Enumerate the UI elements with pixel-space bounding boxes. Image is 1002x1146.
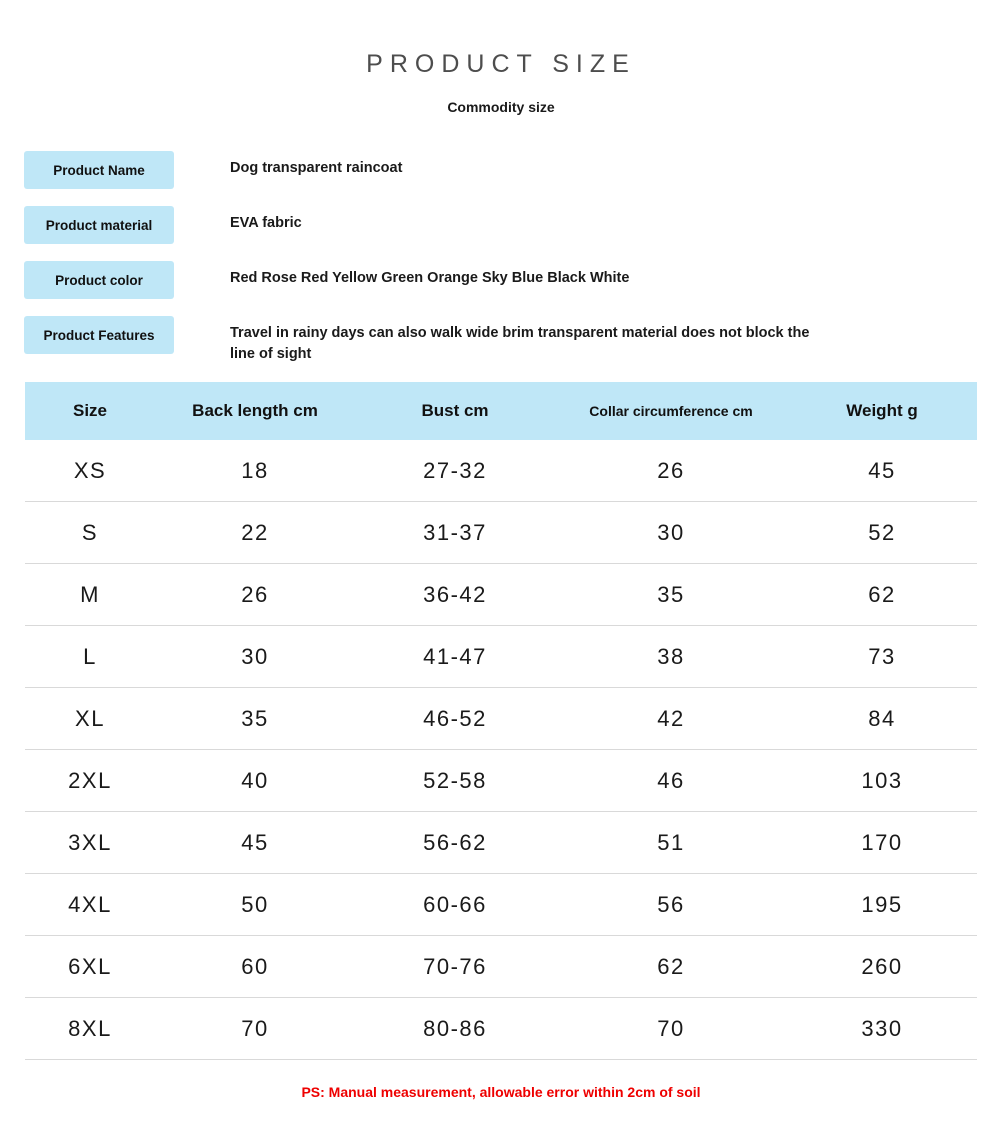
table-row	[25, 502, 977, 564]
cell-collar: 70	[555, 998, 787, 1060]
cell-collar: 62	[555, 936, 787, 998]
cell-collar: 51	[555, 812, 787, 874]
table-header-bust: Bust cm	[355, 382, 555, 440]
cell-back-length: 35	[155, 688, 355, 750]
table-header-back-length: Back length cm	[155, 382, 355, 440]
cell-weight: 73	[787, 626, 977, 688]
cell-size: L	[25, 626, 155, 688]
cell-back-length: 45	[155, 812, 355, 874]
spec-value-product-material: EVA fabric	[230, 215, 302, 231]
table-header-size: Size	[25, 382, 155, 440]
cell-size: M	[25, 564, 155, 626]
cell-weight: 52	[787, 502, 977, 564]
cell-collar: 26	[555, 440, 787, 502]
cell-size: 4XL	[25, 874, 155, 936]
cell-back-length: 30	[155, 626, 355, 688]
table-row	[25, 750, 977, 812]
cell-size: 6XL	[25, 936, 155, 998]
spec-row	[24, 206, 978, 244]
cell-weight: 195	[787, 874, 977, 936]
cell-bust: 46-52	[355, 688, 555, 750]
cell-collar: 30	[555, 502, 787, 564]
table-row	[25, 998, 977, 1060]
cell-collar: 46	[555, 750, 787, 812]
cell-weight: 62	[787, 564, 977, 626]
table-row	[25, 564, 977, 626]
spec-value-product-color: Red Rose Red Yellow Green Orange Sky Blue Black White	[230, 270, 630, 286]
cell-weight: 103	[787, 750, 977, 812]
table-row	[25, 874, 977, 936]
cell-bust: 80-86	[355, 998, 555, 1060]
cell-bust: 36-42	[355, 564, 555, 626]
cell-back-length: 22	[155, 502, 355, 564]
table-header-row	[25, 382, 977, 440]
spec-value-product-name: Dog transparent raincoat	[230, 160, 403, 176]
table-row	[25, 936, 977, 998]
spec-value-product-features: Travel in rainy days can also walk wide brim transparent material does not block the line of sight	[230, 325, 810, 363]
spec-row	[24, 316, 978, 365]
spec-label-product-features: Product Features	[24, 316, 174, 354]
cell-size: 3XL	[25, 812, 155, 874]
spec-label-product-name: Product Name	[24, 151, 174, 189]
cell-bust: 31-37	[355, 502, 555, 564]
cell-bust: 56-62	[355, 812, 555, 874]
table-header-collar: Collar circumference cm	[555, 382, 787, 440]
cell-weight: 260	[787, 936, 977, 998]
table-row	[25, 626, 977, 688]
cell-back-length: 40	[155, 750, 355, 812]
cell-size: XL	[25, 688, 155, 750]
size-table-body	[25, 440, 977, 1060]
cell-weight: 45	[787, 440, 977, 502]
spec-label-product-color: Product color	[24, 261, 174, 299]
cell-back-length: 50	[155, 874, 355, 936]
measurement-note: PS: Manual measurement, allowable error within 2cm of soil	[301, 1084, 701, 1101]
table-row	[25, 688, 977, 750]
cell-collar: 56	[555, 874, 787, 936]
cell-collar: 35	[555, 564, 787, 626]
page-subtitle: Commodity size	[447, 99, 555, 115]
cell-bust: 70-76	[355, 936, 555, 998]
cell-bust: 41-47	[355, 626, 555, 688]
cell-bust: 27-32	[355, 440, 555, 502]
size-table-head	[25, 382, 977, 440]
cell-bust: 52-58	[355, 750, 555, 812]
cell-weight: 170	[787, 812, 977, 874]
table-row	[25, 812, 977, 874]
cell-back-length: 18	[155, 440, 355, 502]
cell-back-length: 26	[155, 564, 355, 626]
cell-collar: 42	[555, 688, 787, 750]
cell-weight: 84	[787, 688, 977, 750]
specification-list	[0, 151, 1002, 365]
cell-weight: 330	[787, 998, 977, 1060]
spec-row	[24, 151, 978, 189]
table-row	[25, 440, 977, 502]
table-header-weight: Weight g	[787, 382, 977, 440]
page-title: PRODUCT SIZE	[366, 50, 636, 78]
cell-back-length: 70	[155, 998, 355, 1060]
cell-back-length: 60	[155, 936, 355, 998]
cell-size: XS	[25, 440, 155, 502]
spec-row	[24, 261, 978, 299]
cell-size: S	[25, 502, 155, 564]
size-table	[25, 382, 977, 1060]
cell-size: 2XL	[25, 750, 155, 812]
cell-size: 8XL	[25, 998, 155, 1060]
spec-label-product-material: Product material	[24, 206, 174, 244]
cell-bust: 60-66	[355, 874, 555, 936]
cell-collar: 38	[555, 626, 787, 688]
